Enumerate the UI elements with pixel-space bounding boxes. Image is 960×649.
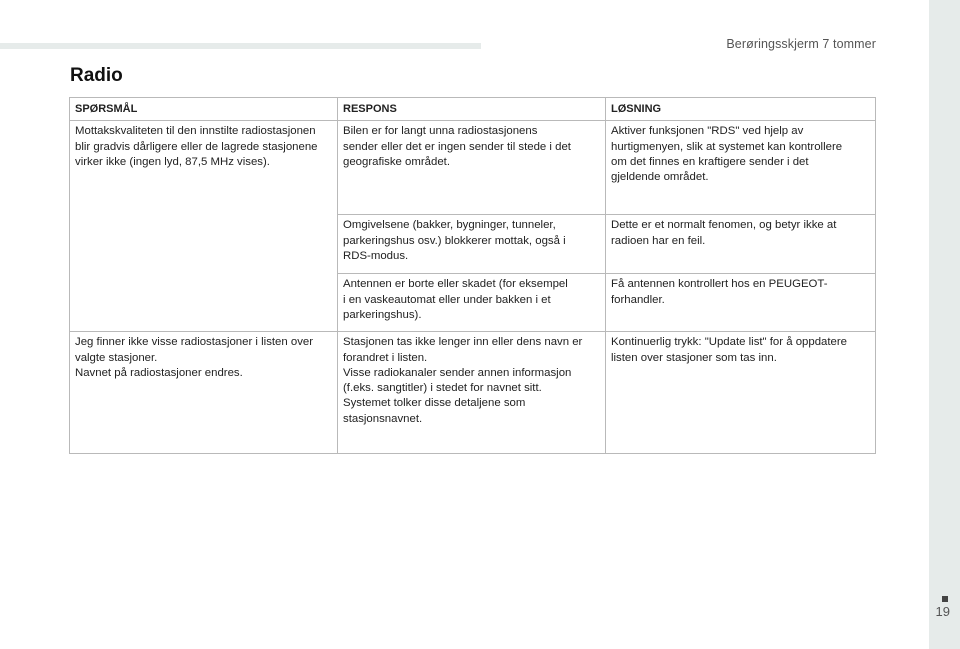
page-marker: [942, 596, 948, 602]
response-text: Omgivelsene (bakker, bygninger, tunneler, parkeringshus osv.) blokkerer mottak, også i RDS-modus.: [343, 219, 566, 262]
solution-cell: [606, 274, 876, 332]
header-rule: [0, 43, 481, 49]
table-row: [70, 121, 876, 215]
response-cell: [338, 332, 606, 454]
question-text: Jeg finner ikke visse radiostasjoner i listen over valgte stasjoner. Navnet på radiostasjoner endres.: [75, 336, 314, 379]
solution-text: Kontinuerlig trykk: "Update list" for å oppdatere listen over stasjoner som tas inn.: [611, 336, 848, 364]
response-cell: [338, 121, 606, 215]
table-row: [70, 332, 876, 454]
response-text: Bilen er for langt unna radiostasjonens sender eller det er ingen sender til stede i det geografiske området.: [343, 125, 571, 168]
response-text: Stasjonen tas ikke lenger inn eller dens navn er forandret i listen. Visse radiokanaler sender annen informasjon (f.eks. sangtitler) i stedet for navnet sitt. Systemet tolker disse detaljene som stasjonsnavnet.: [343, 336, 583, 425]
running-head: Berøringsskjerm 7 tommer: [726, 37, 876, 51]
solution-text: Få antennen kontrollert hos en PEUGEOT- forhandler.: [611, 278, 828, 306]
response-cell: [338, 215, 606, 274]
question-cell: [70, 332, 338, 454]
response-text: Antennen er borte eller skadet (for eksempel i en vaskeautomat eller under bakken i et parkeringshus).: [343, 278, 568, 321]
table-header-row: [70, 98, 876, 121]
side-band: [929, 0, 960, 649]
column-header-question: SPØRSMÅL: [70, 98, 338, 121]
page-number: 19: [935, 604, 950, 619]
solution-text: Dette er et normalt fenomen, og betyr ikke at radioen har en feil.: [611, 219, 837, 247]
solution-cell: [606, 121, 876, 215]
column-header-solution: LØSNING: [606, 98, 876, 121]
section-title: Radio: [70, 65, 123, 86]
solution-text: Aktiver funksjonen "RDS" ved hjelp av hurtigmenyen, slik at systemet kan kontrollere om det finnes en kraftigere sender i det gjeldende området.: [611, 125, 843, 184]
response-cell: [338, 274, 606, 332]
column-header-response: RESPONS: [338, 98, 606, 121]
question-text: Mottakskvaliteten til den innstilte radiostasjonen blir gradvis dårligere eller de lagrede stasjonene virker ikke (ingen lyd, 87,5 MHz vises).: [75, 125, 318, 168]
solution-cell: [606, 215, 876, 274]
troubleshooting-table: [69, 97, 876, 454]
solution-cell: [606, 332, 876, 454]
question-cell: [70, 121, 338, 332]
